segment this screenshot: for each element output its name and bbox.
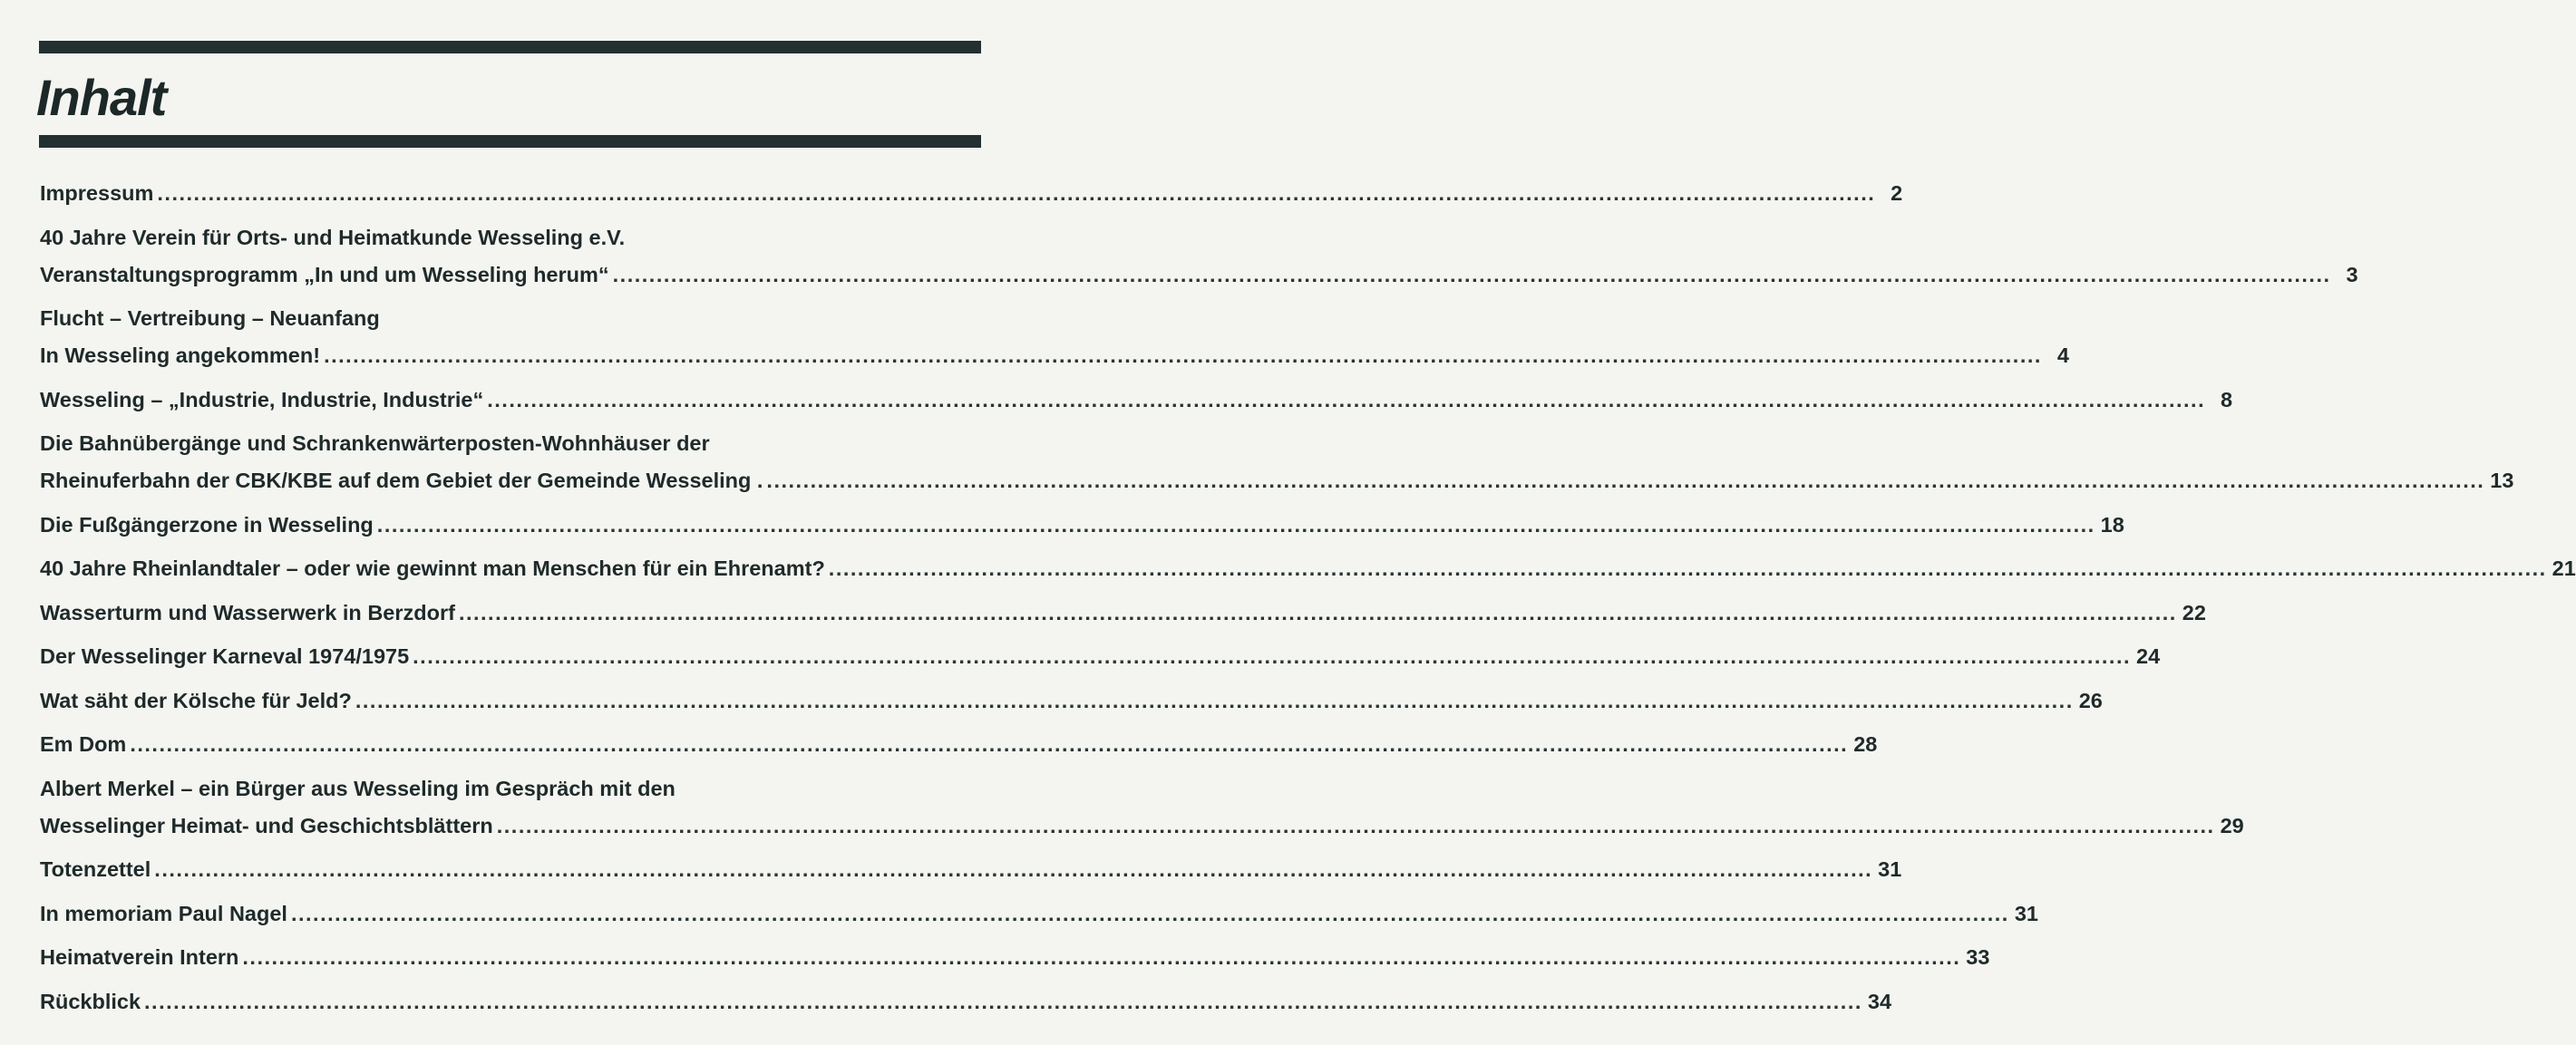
toc-entry <box>40 895 2038 933</box>
toc-entry-last-line <box>40 808 2244 845</box>
dot-leader <box>613 256 2331 294</box>
toc-entry <box>40 175 1903 212</box>
bottom-rule <box>39 135 981 148</box>
toc-page-number: 18 <box>2100 512 2124 537</box>
toc-entry-title: Flucht – Vertreibung – Neuanfang <box>40 306 380 330</box>
toc-page-number: 31 <box>2014 901 2038 925</box>
dot-leader <box>497 808 2215 845</box>
toc-entry-title: Der Wesselinger Karneval 1974/1975 <box>40 644 410 668</box>
toc-entry <box>40 851 1902 888</box>
toc-entry-title: Die Bahnübergänge und Schrankenwärterposten-Wohnhäuser der <box>40 431 710 455</box>
toc-entry <box>40 382 2233 419</box>
dot-leader <box>242 939 1960 976</box>
toc-entry-title-line <box>40 219 965 256</box>
toc-entry-title: 40 Jahre Rheinlandtaler – oder wie gewinnt man Menschen für ein Ehrenamt? <box>40 556 825 580</box>
toc-entry-title: Totenzettel <box>40 857 151 881</box>
dot-leader <box>157 175 1875 212</box>
toc-entry-last-line <box>40 462 2514 499</box>
toc-entry-last-line <box>40 983 1892 1021</box>
toc-entry-last-line <box>40 939 1990 976</box>
toc-entry <box>40 550 2576 587</box>
toc-entry <box>40 638 2161 675</box>
toc-entry-title: In Wesseling angekommen! <box>40 343 321 367</box>
toc-entry <box>40 726 1878 763</box>
toc-page-number: 4 <box>2056 343 2069 367</box>
toc-page-number: 26 <box>2078 688 2103 712</box>
dot-leader <box>413 638 2131 675</box>
toc-entry-title-line <box>40 300 965 337</box>
dot-leader <box>459 595 2177 632</box>
toc-page-number: 31 <box>1878 857 1902 881</box>
toc-entry-last-line <box>40 895 2038 933</box>
toc-page-number: 29 <box>2220 813 2244 837</box>
top-rule <box>39 41 981 53</box>
dot-leader <box>130 726 1848 763</box>
dot-leader <box>324 337 2042 374</box>
toc-entry-title: 40 Jahre Verein für Orts- und Heimatkunde Wesseling e.V. <box>40 225 626 249</box>
toc-entry-title: Wat säht der Kölsche für Jeld? <box>40 688 352 712</box>
toc-entry <box>40 682 2103 720</box>
toc-entry-last-line <box>40 726 1878 763</box>
dot-leader <box>377 507 2095 544</box>
toc-entry-title: Wasserturm und Wasserwerk in Berzdorf <box>40 600 455 624</box>
dot-leader <box>291 895 2009 933</box>
toc-entry <box>40 425 2514 499</box>
toc-entry-title-line <box>40 425 965 462</box>
toc-page-number: 28 <box>1853 732 1878 756</box>
toc-entry <box>40 770 2244 845</box>
toc-entry-last-line <box>40 337 2069 374</box>
toc-entry <box>40 983 1892 1021</box>
toc-entry-title: Rückblick <box>40 989 141 1013</box>
page-title: Inhalt <box>36 69 167 126</box>
toc-entry-last-line <box>40 638 2161 675</box>
toc-entry-last-line <box>40 382 2233 419</box>
toc-entry <box>40 300 2069 374</box>
toc-entry-title: Wesseling – „Industrie, Industrie, Industrie“ <box>40 387 484 411</box>
dot-leader <box>355 682 2074 720</box>
toc-entry-last-line <box>40 595 2206 632</box>
toc-entry-title: Impressum <box>40 181 154 205</box>
toc-entry <box>40 219 2358 294</box>
toc-entry <box>40 595 2206 632</box>
toc-entry-title: Rheinuferbahn der CBK/KBE auf dem Gebiet der Gemeinde Wesseling . <box>40 469 763 492</box>
toc-page-number: 33 <box>1966 945 1990 969</box>
toc-page-number: 13 <box>2490 469 2514 492</box>
dot-leader <box>829 550 2547 587</box>
toc-entry-title: Die Fußgängerzone in Wesseling <box>40 512 374 537</box>
toc-entry <box>40 939 1990 976</box>
toc-page-number: 24 <box>2136 644 2161 668</box>
dot-leader <box>487 382 2205 419</box>
toc-entry-last-line <box>40 682 2103 720</box>
toc-entry-last-line <box>40 851 1902 888</box>
toc-entry-last-line <box>40 507 2124 544</box>
toc-entry-last-line <box>40 256 2358 294</box>
toc-page-number: 2 <box>1891 181 1903 205</box>
toc-entry-title: Veranstaltungsprogramm „In und um Wesseling herum“ <box>40 262 609 286</box>
toc-entry-title: Wesselinger Heimat- und Geschichtsblättern <box>40 813 493 837</box>
toc-entry-last-line <box>40 550 2576 587</box>
toc-page-number: 22 <box>2182 600 2206 624</box>
toc-entry-title: Em Dom <box>40 732 127 756</box>
toc-entry-title: Heimatverein Intern <box>40 945 239 969</box>
table-of-contents <box>40 175 2576 1027</box>
dot-leader <box>154 851 1872 888</box>
toc-page-number: 34 <box>1867 989 1892 1013</box>
toc-entry-last-line <box>40 175 1903 212</box>
toc-page-number: 8 <box>2221 387 2233 411</box>
toc-page-number: 3 <box>2346 262 2358 286</box>
toc-entry-title: In memoriam Paul Nagel <box>40 901 287 925</box>
dot-leader <box>766 462 2484 499</box>
toc-page-number: 21 <box>2552 556 2576 580</box>
toc-entry-title: Albert Merkel – ein Bürger aus Wesseling im Gespräch mit den <box>40 776 676 800</box>
dot-leader <box>144 983 1862 1021</box>
toc-entry <box>40 507 2124 544</box>
toc-entry-title-line <box>40 770 965 808</box>
